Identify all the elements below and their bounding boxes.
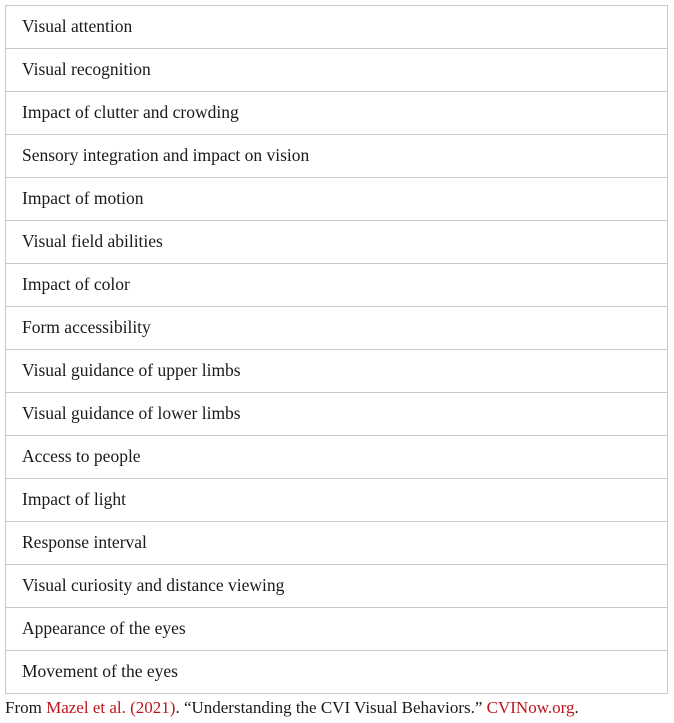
table-cell: Visual curiosity and distance viewing [6,565,668,608]
table-row [6,608,668,651]
table-row [6,436,668,479]
table-row [6,221,668,264]
footnote-prefix: From [5,698,47,717]
table-row [6,178,668,221]
table-row [6,522,668,565]
table-cell: Appearance of the eyes [6,608,668,651]
table-cell: Visual guidance of lower limbs [6,393,668,436]
table-cell: Impact of clutter and crowding [6,92,668,135]
table-row [6,350,668,393]
table-cell: Impact of motion [6,178,668,221]
table-cell: Visual recognition [6,49,668,92]
table-cell: Visual attention [6,6,668,49]
table-cell: Sensory integration and impact on vision [6,135,668,178]
table-footnote [5,698,579,718]
footnote-suffix: . [574,698,579,717]
table-row [6,6,668,49]
table-cell: Movement of the eyes [6,651,668,694]
table-body [6,6,668,694]
table-row [6,49,668,92]
table-row [6,264,668,307]
table-cell: Visual field abilities [6,221,668,264]
table-row [6,92,668,135]
table-cell: Form accessibility [6,307,668,350]
website-link[interactable]: CVINow.org [486,698,575,717]
table-row [6,651,668,694]
behaviors-table-container [5,5,668,694]
table-cell: Response interval [6,522,668,565]
table-row [6,479,668,522]
table-cell: Impact of light [6,479,668,522]
table-cell: Access to people [6,436,668,479]
table-cell: Impact of color [6,264,668,307]
table-row [6,565,668,608]
table-row [6,135,668,178]
cvi-behaviors-table [5,5,668,694]
table-row [6,307,668,350]
footnote-title: . “Understanding the CVI Visual Behaviors.” [175,698,487,717]
citation-link[interactable]: Mazel et al. (2021) [46,698,176,717]
table-row [6,393,668,436]
table-cell: Visual guidance of upper limbs [6,350,668,393]
